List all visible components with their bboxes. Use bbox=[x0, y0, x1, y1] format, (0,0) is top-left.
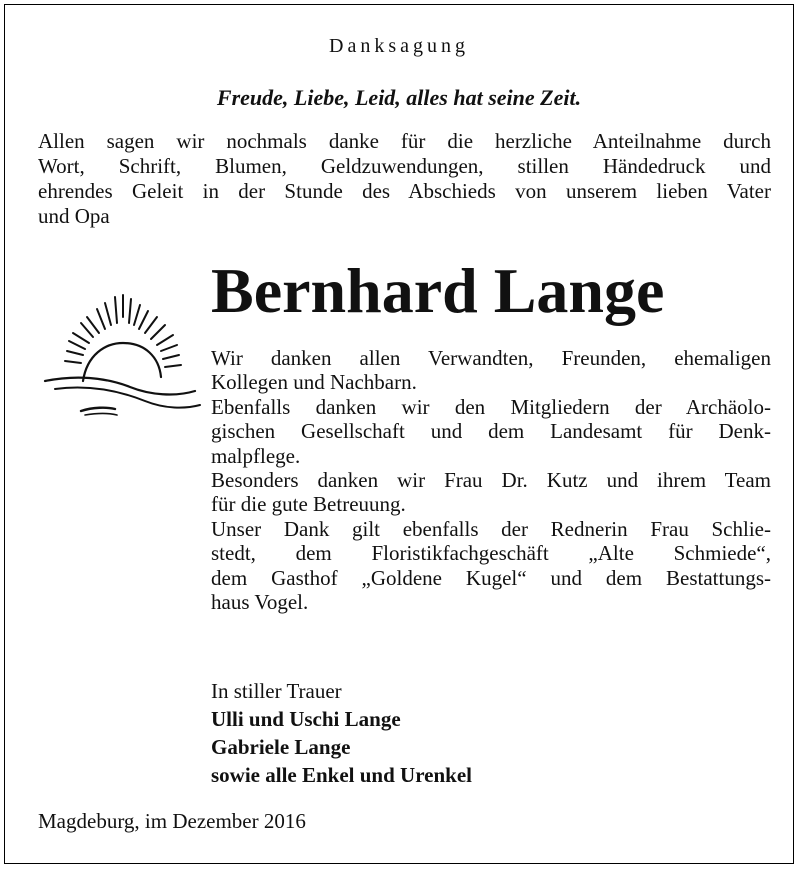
thanks-line: Unser Dank gilt ebenfalls der Rednerin Frau Schlie- bbox=[211, 516, 771, 541]
thanks-line: stedt, dem Floristikfachgeschäft „Alte Schmiede“, bbox=[211, 541, 771, 566]
signature-intro: In stiller Trauer bbox=[211, 679, 342, 703]
thanks-line: Kollegen und Nachbarn. bbox=[211, 370, 417, 395]
thanks-line: dem Gasthof „Goldene Kugel“ und dem Bestattungs- bbox=[211, 565, 771, 590]
motto: Freude, Liebe, Leid, alles hat seine Zeit. bbox=[216, 85, 582, 110]
thanks-line: gischen Gesellschaft und dem Landesamt für Denk- bbox=[211, 419, 771, 444]
intro-paragraph bbox=[38, 129, 771, 229]
notice-heading: Danksagung bbox=[329, 35, 469, 57]
sunset-over-hills-icon bbox=[35, 285, 205, 425]
thanks-line: Wir danken allen Verwandten, Freunden, ehemaligen bbox=[211, 346, 771, 370]
thanks-paragraph bbox=[211, 346, 771, 614]
intro-line: und Opa bbox=[38, 204, 110, 228]
thanks-line: malpflege. bbox=[211, 443, 301, 468]
place-date: Magdeburg, im Dezember 2016 bbox=[38, 809, 306, 833]
thanks-line: für die gute Betreuung. bbox=[211, 492, 406, 517]
signature-name: Ulli und Uschi Lange bbox=[211, 707, 401, 731]
signature-name: sowie alle Enkel und Urenkel bbox=[211, 763, 472, 787]
thanks-line: haus Vogel. bbox=[211, 589, 309, 614]
deceased-name: Bernhard Lange bbox=[211, 255, 665, 326]
intro-line: Allen sagen wir nochmals danke für die herzliche Anteilnahme durch bbox=[38, 129, 771, 153]
thanks-line: Besonders danken wir Frau Dr. Kutz und ihrem Team bbox=[211, 467, 771, 492]
intro-line: ehrendes Geleit in der Stunde des Abschieds von unserem lieben Vater bbox=[38, 179, 771, 203]
signature-block bbox=[211, 677, 472, 789]
obituary-notice bbox=[4, 4, 794, 864]
intro-line: Wort, Schrift, Blumen, Geldzuwendungen, stillen Händedruck und bbox=[38, 154, 771, 178]
thanks-line: Ebenfalls danken wir den Mitgliedern der Archäolo- bbox=[211, 394, 771, 419]
signature-name: Gabriele Lange bbox=[211, 735, 351, 759]
